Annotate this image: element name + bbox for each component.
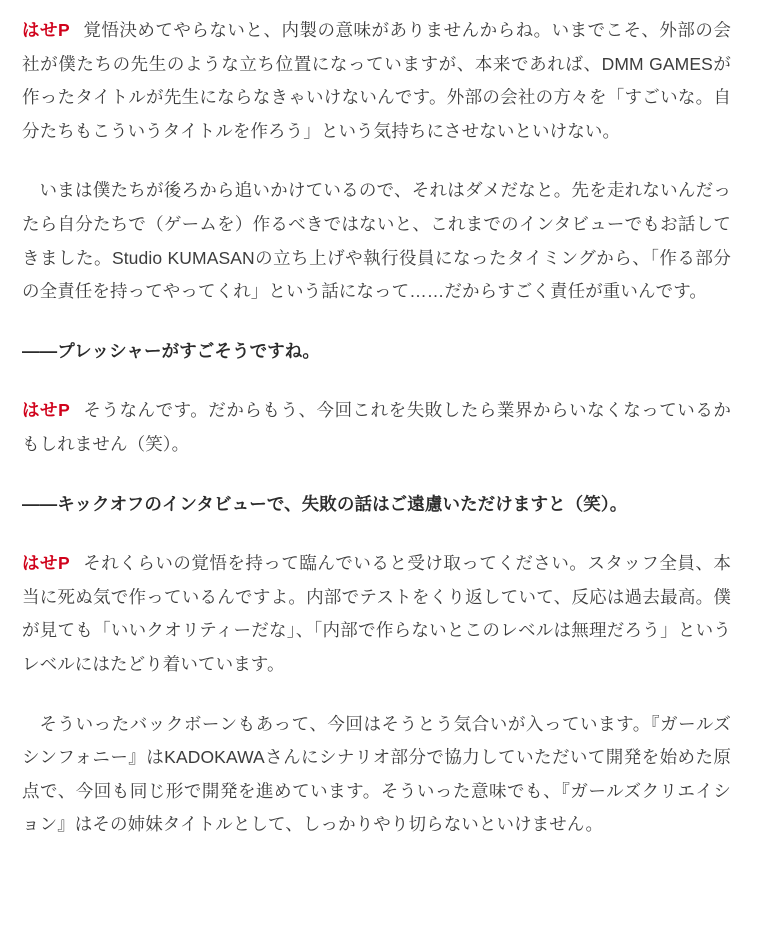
paragraph-text: そうなんです。だからもう、今回これを失敗したら業界からいなくなっているかもしれません（笑）。 — [22, 400, 731, 454]
speaker-name: はせP — [22, 400, 70, 421]
paragraph-text: それくらいの覚悟を持って臨んでいると受け取ってください。スタッフ全員、本当に死ぬ気で作っているんですよ。内部でテストをくり返していて、反応は過去最高。僕が見ても「いいクオリティーだな」、「内部で作らないとこのレベルは無理だろう」というレベルにはたどり着いています。 — [22, 553, 731, 674]
paragraph-question-5 — [22, 488, 731, 522]
paragraph-body-7 — [22, 708, 731, 842]
paragraph-text: そういったバックボーンもあって、今回はそうとう気合いが入っています。『ガールズシンフォニー』はKADOKAWAさんにシナリオ部分で協力していただいて開発を始めた原点で、今回も同じ形で開発を進めています。そういった意味でも、『ガールズクリエイション』はその姉妹タイトルとして、しっかりやり切らないといけません。 — [22, 713, 731, 835]
question-text: ——キックオフのインタビューで、失敗の話はご遠慮いただけますと（笑）。 — [22, 493, 628, 514]
question-text: ——プレッシャーがすごそうですね。 — [22, 340, 320, 361]
paragraph-question-3 — [22, 335, 731, 369]
paragraph-speaker-6 — [22, 547, 731, 681]
speaker-name: はせP — [22, 553, 70, 574]
paragraph-body-2 — [22, 174, 731, 308]
paragraph-text: 覚悟決めてやらないと、内製の意味がありませんからね。いまでこそ、外部の会社が僕たちの先生のような立ち位置になっていますが、本来であれば、DMM GAMESが作ったタイトルが先生にならなきゃいけないんです。外部の会社の方々を「すごいな。自分たちもこういうタイトルを作ろう」という気持ちにさせないといけない。 — [22, 20, 731, 141]
speaker-name: はせP — [22, 20, 70, 40]
paragraph-speaker-4 — [22, 394, 731, 461]
paragraph-text: いまは僕たちが後ろから追いかけているので、それはダメだなと。先を走れないんだったら自分たちで（ゲームを）作るべきではないと、これまでのインタビューでもお話してきました。Studio KUMASANの立ち上げや執行役員になったタイミングから、「作る部分の全責任を持ってやってくれ」という話になって……だからすごく責任が重いんです。 — [22, 180, 731, 302]
paragraph-speaker-1 — [22, 14, 731, 148]
